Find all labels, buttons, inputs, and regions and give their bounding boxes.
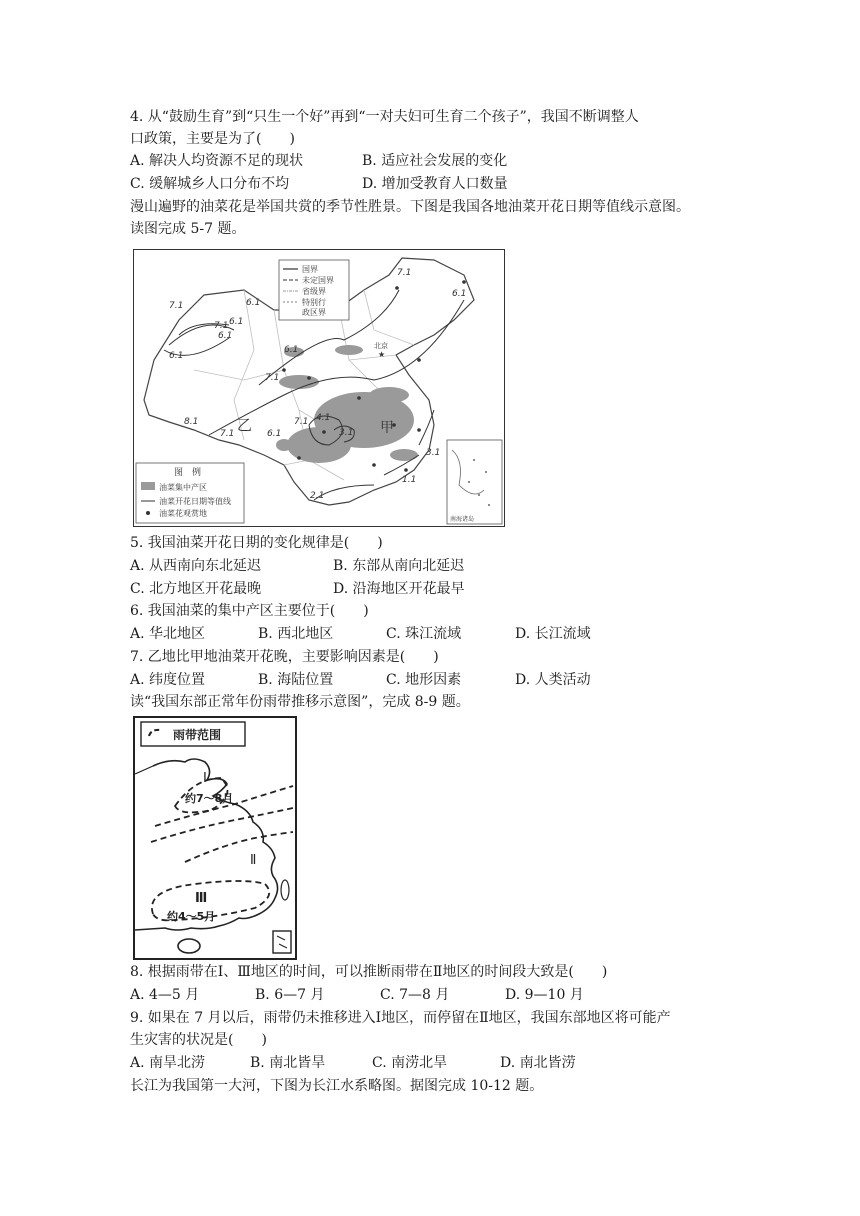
q4-option-c: C. 缓解城乡人口分布不均: [130, 176, 290, 192]
isoline-label: 7.1: [265, 373, 280, 383]
isoline-label: 6.1: [267, 429, 282, 439]
legend-sar-border-2: 政区界: [302, 308, 326, 317]
isoline-label: 6.1: [452, 289, 467, 299]
q6-option-a: A. 华北地区: [130, 626, 206, 642]
q9-stem-line1: 9. 如果在 7 月以后，雨带仍未推移进入Ⅰ地区，而停留在Ⅱ地区，我国东部地区将可能产: [130, 1010, 671, 1026]
q7-option-b: B. 海陆位置: [258, 672, 334, 688]
intro-5-7-line2: 读图完成 5-7 题。: [130, 221, 246, 237]
q4-stem-line1: 4. 从“鼓励生育”到“只生一个好”再到“一对夫妇可生育二个孩子”，我国不断调整人: [130, 109, 639, 125]
intro-8-9: 读“我国东部正常年份雨带推移示意图”，完成 8-9 题。: [130, 694, 470, 710]
rain-belt-map: [133, 716, 297, 960]
q9-option-c: C. 南涝北旱: [372, 1055, 448, 1071]
q4-stem-line2: 口政策，主要是为了( ): [130, 131, 295, 147]
production-areas: [276, 345, 418, 463]
intro-10-12: 长江为我国第一大河，下图为长江水系略图。据图完成 10-12 题。: [130, 1078, 544, 1094]
q7-option-c: C. 地形因素: [386, 672, 462, 688]
zone-label-3: Ⅲ: [195, 891, 208, 906]
legend-national-border: 国界: [302, 265, 318, 274]
q5-option-b: B. 东部从南向北延迟: [333, 558, 465, 574]
hainan-island: [178, 939, 200, 953]
isoline-label: 7.1: [214, 321, 229, 331]
isoline-label: 6.1: [284, 345, 299, 355]
legend-isoline: 油菜开花日期等值线: [159, 497, 231, 506]
isoline-label: 2.1: [310, 491, 325, 501]
legend-provincial-border: 省级界: [302, 287, 326, 296]
q6-stem: 6. 我国油菜的集中产区主要位于( ): [130, 603, 369, 619]
q4-option-d: D. 增加受教育人口数量: [362, 176, 508, 192]
isoline-label: 3.1: [339, 428, 354, 438]
q5-stem: 5. 我国油菜开花日期的变化规律是( ): [130, 535, 383, 551]
q9-option-d: D. 南北皆涝: [500, 1055, 576, 1071]
isoline-label: 4.1: [316, 413, 331, 423]
south-sea-inset: [273, 931, 291, 953]
beijing-label: 北京: [374, 342, 388, 350]
q8-stem: 8. 根据雨带在Ⅰ、Ⅲ地区的时间，可以推断雨带在Ⅱ地区的时间段大致是( ): [130, 964, 608, 980]
q9-stem-line2: 生灾害的状况是( ): [130, 1032, 267, 1048]
isoline-label: 7.1: [294, 417, 309, 427]
q8-option-c: C. 7—8 月: [380, 987, 450, 1003]
rapeseed-map-svg: [134, 250, 504, 526]
q5-option-d: D. 沿海地区开花最早: [333, 581, 465, 597]
q9-option-a: A. 南旱北涝: [130, 1055, 206, 1071]
isoline-label: 6.1: [218, 331, 233, 341]
q8-option-a: A. 4—5 月: [130, 987, 200, 1003]
south-china-sea-inset: [447, 440, 502, 524]
inset-label: 南海诸岛: [450, 516, 475, 523]
q5-option-c: C. 北方地区开花最晚: [130, 581, 262, 597]
zone-label-2: Ⅱ: [250, 853, 257, 868]
q8-option-d: D. 9—10 月: [505, 987, 584, 1003]
legend-sar-border-1: 特别行: [302, 298, 326, 307]
place-jia-label: 甲: [380, 420, 394, 436]
legend-production-area: 油菜集中产区: [159, 483, 207, 492]
isoline-label: 7.1: [220, 429, 235, 439]
legend-viewing-point: 油菜花观赏地: [159, 509, 207, 518]
q7-option-a: A. 纬度位置: [130, 672, 206, 688]
zone-label-1: Ⅰ: [203, 771, 207, 786]
q5-option-a: A. 从西南向东北延迟: [130, 558, 262, 574]
isoline-label: 6.1: [229, 317, 244, 327]
isoline-label: 1.1: [402, 475, 417, 485]
map1-bottom-legend: [136, 463, 244, 523]
q8-option-b: B. 6—7 月: [255, 987, 325, 1003]
q6-option-c: C. 珠江流域: [386, 626, 462, 642]
rapeseed-flowering-map: [133, 249, 505, 527]
map1-top-legend: [279, 260, 349, 320]
place-yi-label: 乙: [237, 416, 253, 434]
beijing-star: ★: [378, 350, 386, 359]
rain-belt-legend: 雨带范围: [173, 728, 222, 742]
q4-option-b: B. 适应社会发展的变化: [362, 153, 508, 169]
isoline-label: 7.1: [397, 268, 412, 278]
rain-belt-map-svg: [135, 718, 295, 958]
isoline-label: 8.1: [184, 417, 199, 427]
q6-option-d: D. 长江流域: [515, 626, 591, 642]
taiwan-island: [281, 880, 289, 900]
intro-5-7-line1: 漫山遍野的油菜花是举国共赏的季节性胜景。下图是我国各地油菜开花日期等值线示意图。: [130, 199, 690, 215]
zone-label-1-time: 约7～8月: [185, 792, 234, 805]
q6-option-b: B. 西北地区: [258, 626, 334, 642]
legend-title: 图 例: [174, 468, 202, 478]
q7-option-d: D. 人类活动: [515, 672, 591, 688]
isoline-label: 6.1: [169, 351, 184, 361]
zone-label-3-time: 约4～5月: [167, 910, 216, 923]
legend-undetermined-border: 未定国界: [302, 276, 334, 285]
isoline-label: 6.1: [246, 298, 261, 308]
q4-option-a: A. 解决人均资源不足的现状: [130, 153, 304, 169]
isoline-label: 3.1: [426, 448, 441, 458]
isoline-label: 7.1: [169, 301, 184, 311]
q9-option-b: B. 南北皆旱: [250, 1055, 326, 1071]
q7-stem: 7. 乙地比甲地油菜开花晚，主要影响因素是( ): [130, 649, 439, 665]
